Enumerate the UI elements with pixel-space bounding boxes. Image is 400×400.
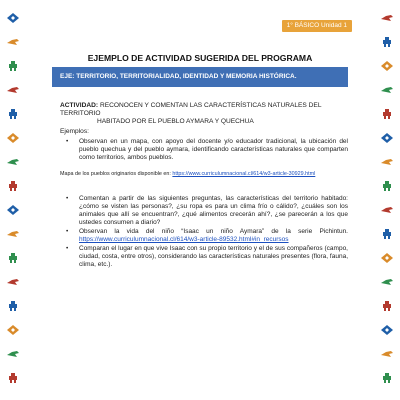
- andean-motif-icon: [5, 156, 21, 168]
- pichintun-link[interactable]: https://www.curriculumnacional.cl/614/w3-article-89532.html#in_recursos: [79, 236, 289, 243]
- andean-motif-icon: [5, 324, 21, 336]
- list-item: • Observan en un mapa, con apoyo del docente y/o educador tradicional, la ubicación del pueblo quechua y del pueblo aymara, identificando características naturales que comparten como territorios, ambos pueblos.: [60, 138, 348, 162]
- example-list-1: [60, 138, 348, 163]
- andean-motif-icon: [379, 300, 395, 312]
- activity-line-1: RECONOCEN Y COMENTAN LAS CARACTERÍSTICAS NATURALES DEL TERRITORIO: [60, 102, 322, 117]
- activity-label: ACTIVIDAD:: [60, 102, 99, 109]
- map-source-link[interactable]: https://www.curriculumnacional.cl/614/w3-article-30929.html: [172, 171, 316, 177]
- andean-motif-icon: [379, 180, 395, 192]
- list-item: • Comentan a partir de las siguientes preguntas, las características del territorio habitado: ¿cómo se visten las personas?, ¿su ropa es para un clima frío o cálido?, ¿cuáles son los animales que allí se encuentran?, ¿qué alimentos crecerán ahí?, ¿se parecerán a los que ustedes consumen a diario?: [60, 195, 348, 227]
- list-item: • Comparan el lugar en que vive Isaac con su propio territorio y el de sus compañeros (campo, ciudad, costa, entre otros), considerando las características naturales presentes (flora, fauna, clima, etc.).: [60, 245, 348, 269]
- list-item-text: Observan la vida del niño “Isaac un niño Aymara” de la serie Pichintun.: [79, 228, 348, 235]
- andean-motif-icon: [379, 36, 395, 48]
- andean-motif-icon: [379, 84, 395, 96]
- map-source: [60, 171, 348, 178]
- andean-motif-icon: [5, 300, 21, 312]
- andean-motif-icon: [379, 156, 395, 168]
- activity-heading: [60, 102, 360, 126]
- examples-label: Ejemplos:: [60, 128, 89, 135]
- andean-motif-icon: [379, 228, 395, 240]
- andean-motif-icon: [379, 108, 395, 120]
- andean-motif-icon: [5, 276, 21, 288]
- andean-motif-icon: [379, 348, 395, 360]
- andean-motif-icon: [5, 180, 21, 192]
- andean-motif-icon: [5, 228, 21, 240]
- axis-banner: EJE: TERRITORIO, TERRITORIALIDAD, IDENTIDAD Y MEMORIA HISTÓRICA.: [52, 67, 348, 87]
- andean-motif-icon: [5, 372, 21, 384]
- andean-motif-icon: [379, 204, 395, 216]
- andean-motif-icon: [379, 372, 395, 384]
- grade-unit-badge: 1° BÁSICO Unidad 1: [282, 20, 352, 32]
- map-source-text: Mapa de los pueblos originarios disponible en:: [60, 171, 173, 177]
- andean-motif-icon: [379, 12, 395, 24]
- andean-motif-icon: [379, 132, 395, 144]
- andean-motif-icon: [379, 252, 395, 264]
- andean-motif-icon: [5, 132, 21, 144]
- andean-motif-icon: [5, 84, 21, 96]
- andean-motif-icon: [5, 348, 21, 360]
- list-item: [60, 228, 348, 244]
- andean-motif-icon: [5, 108, 21, 120]
- page-title: EJEMPLO DE ACTIVIDAD SUGERIDA DEL PROGRAMA: [87, 53, 313, 63]
- example-list-2: [60, 195, 348, 270]
- andean-motif-icon: [379, 276, 395, 288]
- andean-motif-icon: [379, 324, 395, 336]
- andean-motif-icon: [5, 252, 21, 264]
- andean-motif-icon: [5, 36, 21, 48]
- andean-motif-icon: [5, 204, 21, 216]
- activity-line-2: HABITADO POR EL PUEBLO AYMARA Y QUECHUA: [97, 118, 254, 125]
- andean-motif-icon: [5, 12, 21, 24]
